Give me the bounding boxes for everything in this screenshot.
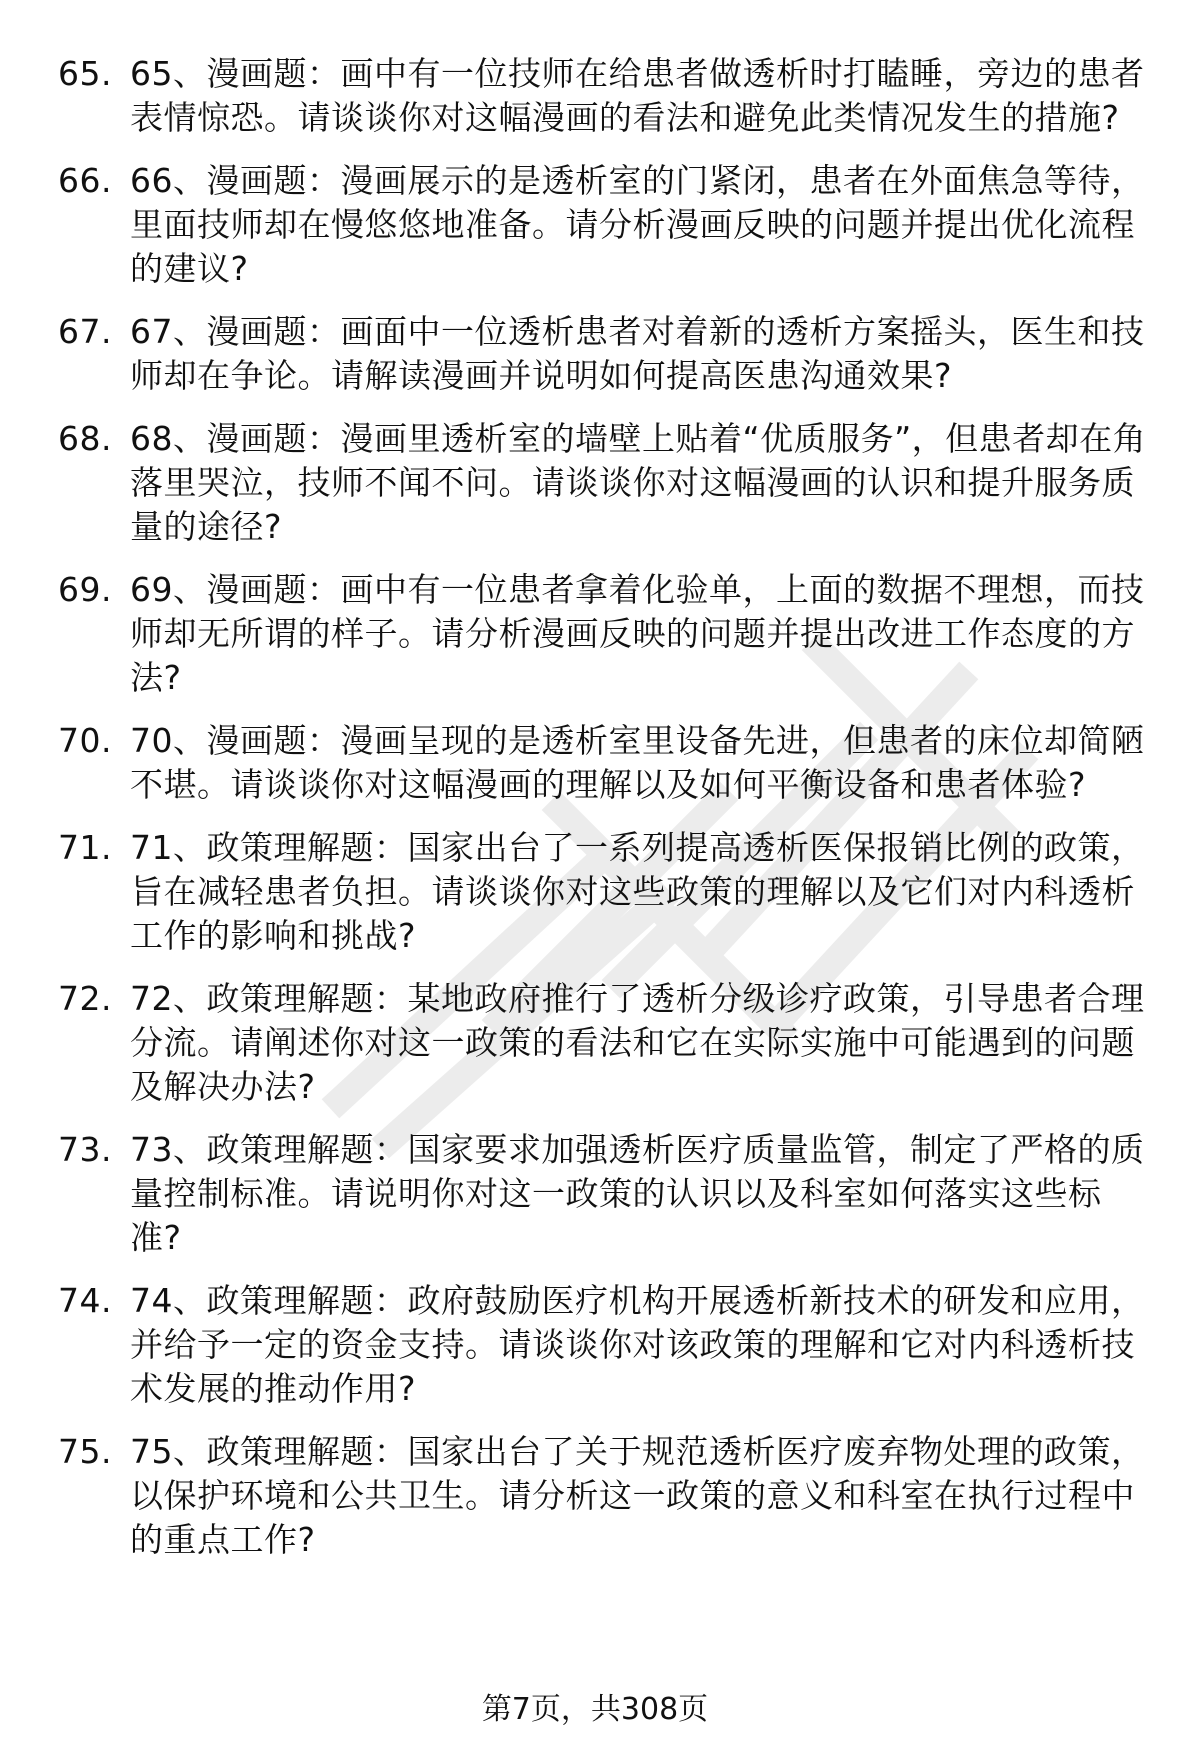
question-number: 70. (58, 721, 112, 760)
question-text: 71、政策理解题：国家出台了一系列提高透析医保报销比例的政策，旨在减轻患者负担。请谈谈你对这些政策的理解以及它们对内科透析工作的影响和挑战? (130, 828, 1145, 955)
question-item (58, 1279, 1148, 1411)
question-number: 73. (58, 1130, 112, 1169)
page-number-label: 第7页，共308页 (481, 1692, 709, 1727)
question-text: 66、漫画题：漫画展示的是透析室的门紧闭，患者在外面焦急等待，里面技师却在慢悠悠地准备。请分析漫画反映的问题并提出优化流程的建议? (130, 161, 1145, 288)
question-item (58, 568, 1148, 700)
question-item (58, 1128, 1148, 1260)
question-list (58, 52, 1148, 1581)
question-text: 74、政策理解题：政府鼓励医疗机构开展透析新技术的研发和应用，并给予一定的资金支持。请谈谈你对该政策的理解和它对内科透析技术发展的推动作用? (130, 1281, 1145, 1408)
question-item (58, 826, 1148, 958)
question-item (58, 719, 1148, 807)
question-number: 75. (58, 1432, 112, 1471)
question-item (58, 52, 1148, 140)
question-number: 67. (58, 312, 112, 351)
question-number: 71. (58, 828, 112, 867)
question-item (58, 977, 1148, 1109)
question-text: 68、漫画题：漫画里透析室的墙壁上贴着“优质服务”，但患者却在角落里哭泣，技师不闻不问。请谈谈你对这幅漫画的认识和提升服务质量的途径? (130, 419, 1147, 546)
question-number: 69. (58, 570, 112, 609)
question-text: 67、漫画题：画面中一位透析患者对着新的透析方案摇头，医生和技师却在争论。请解读漫画并说明如何提高医患沟通效果? (130, 312, 1145, 395)
page-footer (0, 1690, 1190, 1730)
question-text: 72、政策理解题：某地政府推行了透析分级诊疗政策，引导患者合理分流。请阐述你对这一政策的看法和它在实际实施中可能遇到的问题及解决办法? (130, 979, 1145, 1106)
question-item (58, 159, 1148, 291)
question-number: 68. (58, 419, 112, 458)
question-text: 70、漫画题：漫画呈现的是透析室里设备先进，但患者的床位却简陋不堪。请谈谈你对这幅漫画的理解以及如何平衡设备和患者体验? (130, 721, 1145, 804)
question-number: 72. (58, 979, 112, 1018)
question-item (58, 417, 1148, 549)
question-text: 73、政策理解题：国家要求加强透析医疗质量监管，制定了严格的质量控制标准。请说明你对这一政策的认识以及科室如何落实这些标准? (130, 1130, 1145, 1257)
question-number: 74. (58, 1281, 112, 1320)
question-item (58, 1430, 1148, 1562)
question-number: 66. (58, 161, 112, 200)
question-item (58, 310, 1148, 398)
question-text: 65、漫画题：画中有一位技师在给患者做透析时打瞌睡，旁边的患者表情惊恐。请谈谈你对这幅漫画的看法和避免此类情况发生的措施? (130, 54, 1145, 137)
question-number: 65. (58, 54, 112, 93)
question-text: 75、政策理解题：国家出台了关于规范透析医疗废弃物处理的政策，以保护环境和公共卫生。请分析这一政策的意义和科室在执行过程中的重点工作? (130, 1432, 1145, 1559)
question-text: 69、漫画题：画中有一位患者拿着化验单，上面的数据不理想，而技师却无所谓的样子。请分析漫画反映的问题并提出改进工作态度的方法? (130, 570, 1145, 697)
